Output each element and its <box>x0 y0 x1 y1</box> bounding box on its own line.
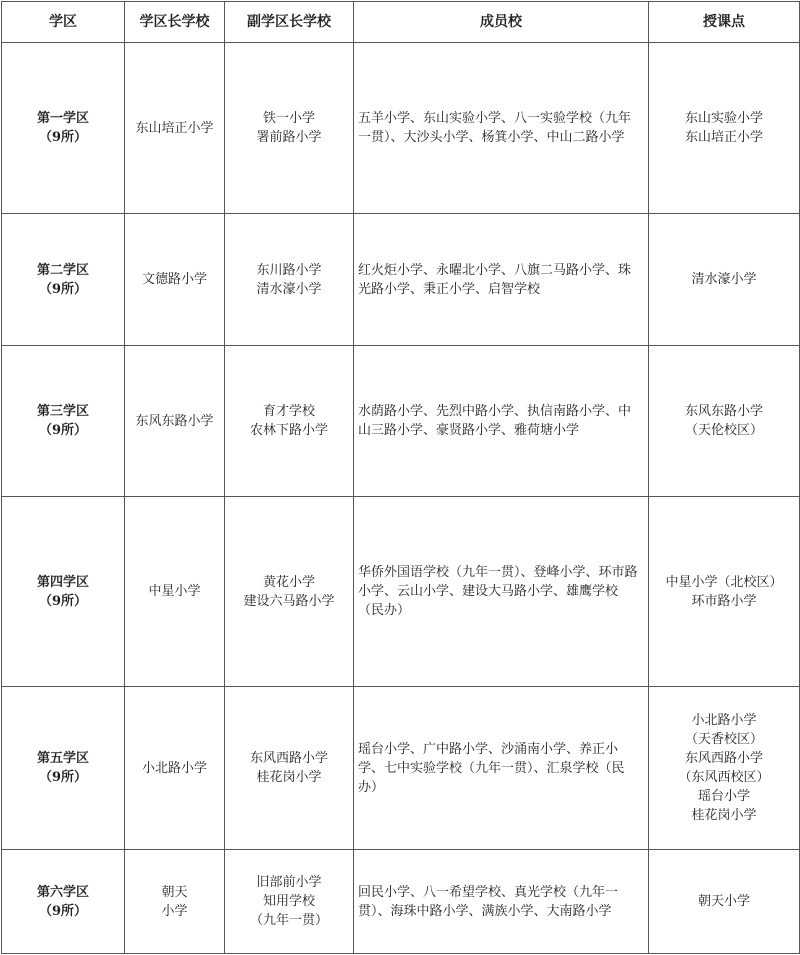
deputy-school: 东风西路小学 <box>249 751 328 766</box>
deputy-school: 东川路小学 <box>256 262 322 278</box>
district-count: （9所） <box>38 423 88 438</box>
deputy-school-cell <box>225 214 354 346</box>
teaching-venue: （天伦校区） <box>684 423 763 438</box>
teaching-venue-cell <box>649 687 800 850</box>
deputy-school: 育才学校 <box>262 404 315 419</box>
table-row <box>2 346 800 497</box>
teaching-venue: 东风西路小学 <box>684 751 763 766</box>
teaching-venue-cell <box>649 43 800 214</box>
header-deputy-school: 副学区长学校 <box>225 2 354 43</box>
deputy-school-cell <box>225 687 354 850</box>
district-cell <box>2 43 125 214</box>
lead-school: 小北路小学 <box>141 760 207 776</box>
table-row <box>2 214 800 346</box>
lead-school-cell <box>125 43 225 214</box>
teaching-venue: 东山实验小学 <box>684 111 763 126</box>
table-row <box>2 43 800 214</box>
member-schools: 水荫路小学、先烈中路小学、执信南路小学、中山三路小学、豪贤路小学、雅荷塘小学 <box>358 404 632 438</box>
teaching-venue: 朝天小学 <box>697 894 750 909</box>
district-name: 第五学区 <box>36 751 89 766</box>
lead-school: 小学 <box>161 903 188 919</box>
district-name: 第三学区 <box>36 404 89 419</box>
deputy-school: 黄花小学 <box>262 574 315 590</box>
deputy-school: 清水濠小学 <box>256 281 322 297</box>
teaching-venue: 环市路小学 <box>691 593 757 609</box>
lead-school-cell <box>125 214 225 346</box>
teaching-venue-cell <box>649 346 800 497</box>
table-row <box>2 497 800 687</box>
member-schools: 红火炬小学、永曜北小学、八旗二马路小学、珠光路小学、秉正小学、启智学校 <box>358 262 632 297</box>
member-schools: 华侨外国语学校（九年一贯）、登峰小学、环市路小学、云山小学、建设大马路小学、雄鹰学校（民办） <box>358 565 638 618</box>
header-teaching-venue: 授课点 <box>649 2 800 43</box>
school-district-table <box>1 1 800 954</box>
teaching-venue: 东山培正小学 <box>684 130 763 145</box>
lead-school-cell <box>125 687 225 850</box>
member-schools: 瑶台小学、广中路小学、沙涌南小学、养正小学、七中实验学校（九年一贯）、汇泉学校（民办） <box>358 741 625 795</box>
deputy-school-cell <box>225 497 354 687</box>
deputy-school: 署前路小学 <box>256 130 322 145</box>
district-count: （9所） <box>38 593 88 609</box>
teaching-venue: 中星小学（北校区） <box>665 574 783 590</box>
deputy-school-cell <box>225 43 354 214</box>
table-row <box>2 850 800 954</box>
district-count: （9所） <box>38 130 88 145</box>
teaching-venue: 东风东路小学 <box>684 404 763 419</box>
deputy-school: 铁一小学 <box>262 111 315 126</box>
member-schools-cell <box>354 497 649 687</box>
member-schools-cell <box>354 214 649 346</box>
teaching-venue-cell <box>649 214 800 346</box>
district-name: 第一学区 <box>36 111 89 126</box>
teaching-venue: 桂花岗小学 <box>691 808 757 823</box>
district-name: 第六学区 <box>36 884 89 900</box>
lead-school: 朝天 <box>161 884 188 900</box>
deputy-school: 桂花岗小学 <box>256 770 322 785</box>
member-schools: 五羊小学、东山实验小学、八一实验学校（九年一贯）、大沙头小学、杨箕小学、中山二路小学 <box>358 111 632 145</box>
district-count: （9所） <box>38 770 88 785</box>
district-name: 第四学区 <box>36 574 89 590</box>
district-cell <box>2 346 125 497</box>
header-district: 学区 <box>2 2 125 43</box>
deputy-school-cell <box>225 850 354 954</box>
teaching-venue-cell <box>649 850 800 954</box>
header-member-schools: 成员校 <box>354 2 649 43</box>
deputy-school-cell <box>225 346 354 497</box>
district-cell <box>2 497 125 687</box>
member-schools-cell <box>354 687 649 850</box>
deputy-school: 农林下路小学 <box>249 423 328 438</box>
district-count: （9所） <box>38 903 88 919</box>
table-row <box>2 687 800 850</box>
member-schools-cell <box>354 346 649 497</box>
lead-school-cell <box>125 346 225 497</box>
deputy-school: （九年一贯） <box>249 913 328 928</box>
teaching-venue-cell <box>649 497 800 687</box>
lead-school-cell <box>125 850 225 954</box>
lead-school: 文德路小学 <box>141 272 207 287</box>
deputy-school: 知用学校 <box>262 894 315 909</box>
teaching-venue: （天香校区） <box>684 732 763 747</box>
deputy-school: 旧部前小学 <box>256 875 322 890</box>
lead-school: 东山培正小学 <box>135 120 214 136</box>
district-name: 第二学区 <box>36 262 89 278</box>
teaching-venue: 小北路小学 <box>691 713 757 728</box>
district-cell <box>2 850 125 954</box>
member-schools-cell <box>354 850 649 954</box>
lead-school: 中星小学 <box>148 584 201 599</box>
header-lead-school: 学区长学校 <box>125 2 225 43</box>
teaching-venue: 清水濠小学 <box>691 272 757 287</box>
deputy-school: 建设六马路小学 <box>243 593 335 609</box>
lead-school: 东风东路小学 <box>135 413 214 429</box>
district-cell <box>2 687 125 850</box>
member-schools-cell <box>354 43 649 214</box>
district-count: （9所） <box>38 281 88 297</box>
member-schools: 回民小学、八一希望学校、真光学校（九年一贯）、海珠中路小学、满族小学、大南路小学 <box>358 884 619 919</box>
lead-school-cell <box>125 497 225 687</box>
teaching-venue: （东风西校区） <box>678 770 770 785</box>
header-row <box>2 2 800 43</box>
district-cell <box>2 214 125 346</box>
teaching-venue: 瑶台小学 <box>697 789 750 804</box>
